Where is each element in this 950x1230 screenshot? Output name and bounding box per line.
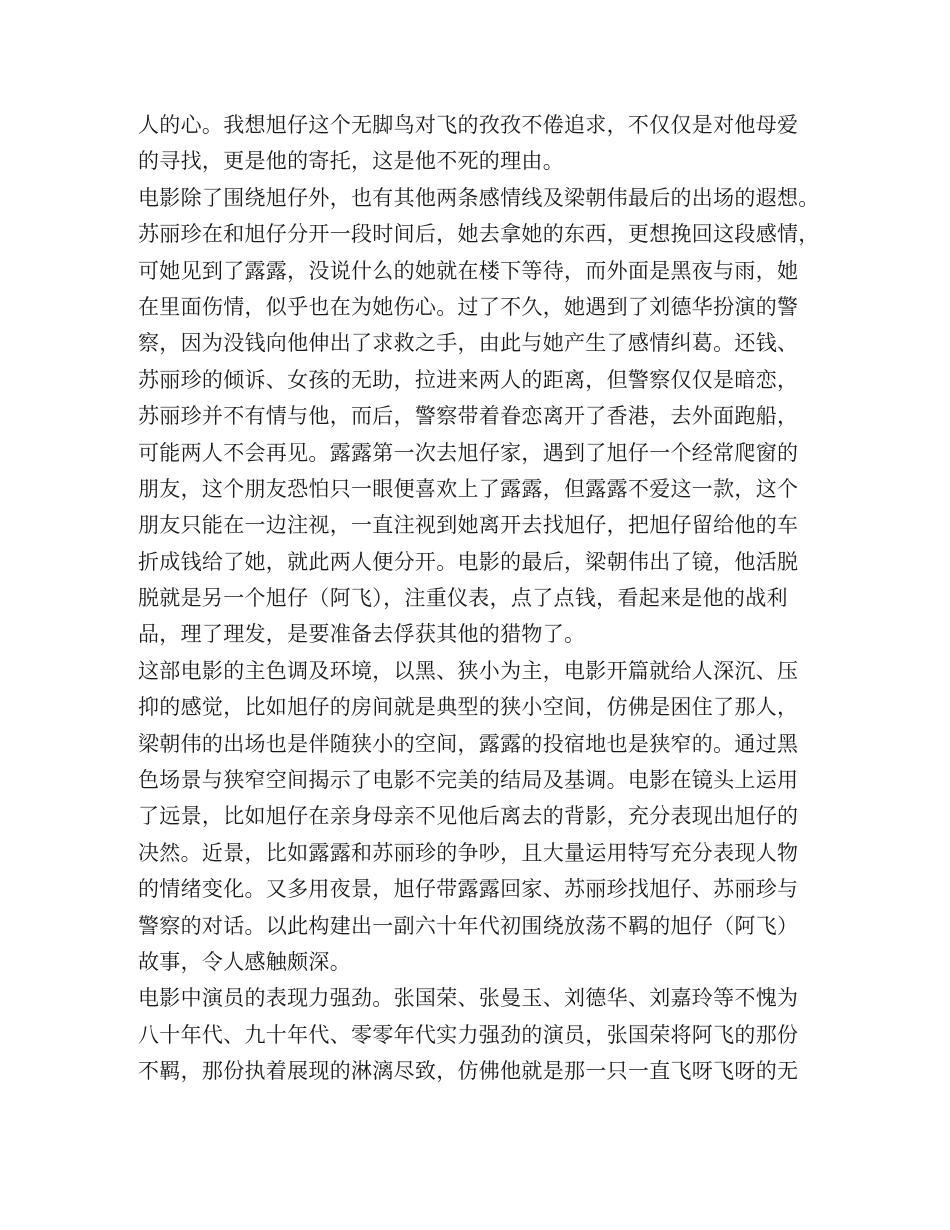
text-line: 不羁，那份执着展现的淋漓尽致，仿佛他就是那一只一直飞呀飞呀的无 xyxy=(138,1059,799,1084)
text-line: 故事，令人感触颇深。 xyxy=(138,949,351,974)
text-line: 的寻找，更是他的寄托，这是他不死的理由。 xyxy=(138,149,564,174)
text-line: 梁朝伟的出场也是伴随狭小的空间，露露的投宿地也是狭窄的。通过黑 xyxy=(138,731,799,756)
text-line: 八十年代、九十年代、零零年代实力强劲的演员，张国荣将阿飞的那份 xyxy=(138,1022,799,1047)
text-line: 决然。近景，比如露露和苏丽珍的争吵，且大量运用特写充分表现人物 xyxy=(138,840,799,865)
text-line: 抑的感觉，比如旭仔的房间就是典型的狭小空间，仿佛是困住了那人， xyxy=(138,695,799,720)
text-line: 可她见到了露露，没说什么的她就在楼下等待，而外面是黑夜与雨，她 xyxy=(138,258,799,283)
text-line: 电影中演员的表现力强劲。张国荣、张曼玉、刘德华、刘嘉玲等不愧为 xyxy=(138,986,799,1011)
text-line: 电影除了围绕旭仔外，也有其他两条感情线及梁朝伟最后的出场的遐想。 xyxy=(138,185,820,210)
text-line: 这部电影的主色调及环境，以黑、狭小为主，电影开篇就给人深沉、压 xyxy=(138,658,799,683)
text-line: 察，因为没钱向他伸出了求救之手，由此与她产生了感情纠葛。还钱、 xyxy=(138,331,799,356)
text-line: 品，理了理发，是要准备去俘获其他的猎物了。 xyxy=(138,622,586,647)
text-line: 在里面伤情，似乎也在为她伤心。过了不久，她遇到了刘德华扮演的警 xyxy=(138,294,799,319)
body-text xyxy=(138,107,828,1090)
text-line: 苏丽珍并不有情与他，而后，警察带着眷恋离开了香港，去外面跑船， xyxy=(138,404,799,429)
text-line: 警察的对话。以此构建出一副六十年代初围绕放荡不羁的旭仔（阿飞） xyxy=(138,913,799,938)
text-line: 色场景与狭窄空间揭示了电影不完美的结局及基调。电影在镜头上运用 xyxy=(138,768,799,793)
text-line: 苏丽珍的倾诉、女孩的无助，拉进来两人的距离，但警察仅仅是暗恋， xyxy=(138,367,799,392)
text-line: 苏丽珍在和旭仔分开一段时间后，她去拿她的东西，更想挽回这段感情， xyxy=(138,222,820,247)
text-line: 人的心。我想旭仔这个无脚鸟对飞的孜孜不倦追求，不仅仅是对他母爱 xyxy=(138,113,799,137)
text-line: 朋友只能在一边注视，一直注视到她离开去找旭仔，把旭仔留给他的车 xyxy=(138,513,799,538)
text-line: 脱就是另一个旭仔（阿飞），注重仪表，点了点钱，看起来是他的战利 xyxy=(138,586,788,611)
text-line: 了远景，比如旭仔在亲身母亲不见他后离去的背影，充分表现出旭仔的 xyxy=(138,804,799,829)
text-line: 的情绪变化。又多用夜景，旭仔带露露回家、苏丽珍找旭仔、苏丽珍与 xyxy=(138,877,799,902)
text-line: 可能两人不会再见。露露第一次去旭仔家，遇到了旭仔一个经常爬窗的 xyxy=(138,440,799,465)
text-line: 朋友，这个朋友恐怕只一眼便喜欢上了露露，但露露不爱这一款，这个 xyxy=(138,476,799,501)
text-line: 折成钱给了她，就此两人便分开。电影的最后，梁朝伟出了镜，他活脱 xyxy=(138,549,799,574)
